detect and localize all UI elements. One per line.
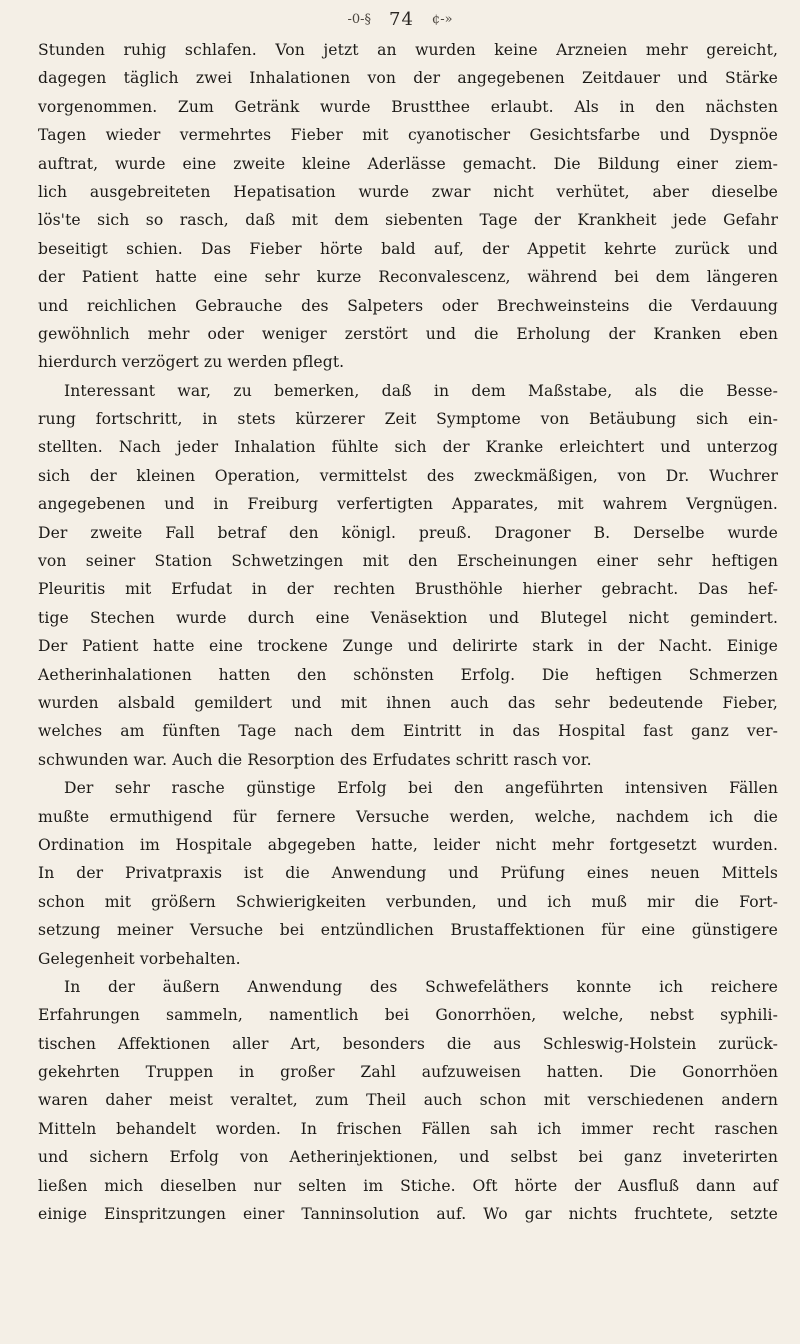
text-line: Pleuritis mit Erfudat in der rechten Brusthöhle hierher gebracht. Das hef-	[38, 580, 778, 599]
page-header	[0, 6, 800, 32]
text-line: lös'te sich so rasch, daß mit dem siebenten Tage der Krankheit jede Gefahr	[38, 211, 778, 230]
text-line: Der zweite Fall betraf den königl. preuß. Dragoner B. Derselbe wurde	[38, 523, 778, 542]
text-line: auftrat, wurde eine zweite kleine Aderlässe gemacht. Die Bildung einer ziem-	[38, 154, 778, 173]
text-line: tischen Affektionen aller Art, besonders die aus Schleswig-Holstein zurück-	[38, 1034, 778, 1053]
text-line: In der äußern Anwendung des Schwefeläthers konnte ich reichere	[64, 977, 778, 996]
text-line: wurden alsbald gemildert und mit ihnen auch das sehr bedeutende Fieber,	[38, 693, 778, 712]
text-line: lich ausgebreiteten Hepatisation wurde zwar nicht verhütet, aber dieselbe	[38, 182, 778, 201]
text-line: schwunden war. Auch die Resorption des Erfudates schritt rasch vor.	[38, 750, 592, 769]
text-line: mußte ermuthigend für fernere Versuche werden, welche, nachdem ich die	[38, 807, 778, 826]
text-line: der Patient hatte eine sehr kurze Reconvalescenz, während bei dem längeren	[38, 268, 778, 287]
body-text	[38, 36, 778, 1228]
text-line: Stunden ruhig schlafen. Von jetzt an wurden keine Arzneien mehr gereicht,	[38, 41, 778, 59]
text-line: waren daher meist veraltet, zum Theil auch schon mit verschiedenen andern	[38, 1091, 778, 1110]
text-line: schon mit größern Schwierigkeiten verbunden, und ich muß mir die Fort-	[38, 892, 778, 911]
text-line: dagegen täglich zwei Inhalationen von der angegebenen Zeitdauer und Stärke	[38, 69, 778, 88]
text-line: rung fortschritt, in stets kürzerer Zeit Symptome von Betäubung sich ein-	[38, 410, 778, 429]
text-line: Gelegenheit vorbehalten.	[38, 949, 241, 968]
header-ornament-right: ¢-»	[431, 11, 453, 27]
text-line: beseitigt schien. Das Fieber hörte bald auf, der Appetit kehrte zurück und	[38, 239, 778, 258]
text-line: Interessant war, zu bemerken, daß in dem Maßstabe, als die Besse-	[64, 381, 778, 400]
text-line: Mitteln behandelt worden. In frischen Fällen sah ich immer recht raschen	[38, 1119, 778, 1138]
text-line: Tagen wieder vermehrtes Fieber mit cyanotischer Gesichtsfarbe und Dyspnöe	[38, 126, 778, 145]
text-line: In der Privatpraxis ist die Anwendung und Prüfung eines neuen Mittels	[38, 864, 778, 883]
text-line: Erfahrungen sammeln, namentlich bei Gonorrhöen, welche, nebst syphili-	[38, 1006, 778, 1025]
text-line: und reichlichen Gebrauche des Salpeters oder Brechweinsteins die Verdauung	[38, 296, 778, 315]
page-number: 74	[389, 8, 414, 30]
text-line: hierdurch verzögert zu werden pflegt.	[38, 353, 345, 372]
text-line: welches am fünften Tage nach dem Eintritt in das Hospital fast ganz ver-	[38, 722, 778, 741]
text-line: stellten. Nach jeder Inhalation fühlte sich der Kranke erleichtert und unterzog	[38, 438, 778, 457]
text-line: Der sehr rasche günstige Erfolg bei den angeführten intensiven Fällen	[64, 779, 778, 798]
text-line: sich der kleinen Operation, vermittelst des zweckmäßigen, von Dr. Wuchrer	[38, 466, 778, 485]
text-line: tige Stechen wurde durch eine Venäsektion und Blutegel nicht gemindert.	[38, 608, 778, 627]
text-line: einige Einspritzungen einer Tanninsolution auf. Wo gar nichts fruchtete, setzte	[38, 1205, 778, 1224]
text-line: Aetherinhalationen hatten den schönsten Erfolg. Die heftigen Schmerzen	[38, 665, 778, 684]
text-line: Ordination im Hospitale abgegeben hatte, leider nicht mehr fortgesetzt wurden.	[38, 835, 778, 854]
text-line: vorgenommen. Zum Getränk wurde Brustthee erlaubt. Als in den nächsten	[38, 97, 778, 116]
text-line: gewöhnlich mehr oder weniger zerstört und die Erholung der Kranken eben	[38, 324, 778, 343]
text-line: angegebenen und in Freiburg verfertigten Apparates, mit wahrem Vergnügen.	[38, 495, 778, 514]
text-line: setzung meiner Versuche bei entzündlichen Brustaffektionen für eine günstigere	[38, 921, 778, 940]
header-ornament-left: -0-§	[347, 11, 372, 27]
text-line: ließen mich dieselben nur selten im Stiche. Oft hörte der Ausfluß dann auf	[38, 1176, 778, 1195]
text-line: gekehrten Truppen in großer Zahl aufzuweisen hatten. Die Gonorrhöen	[38, 1063, 778, 1082]
text-line: Der Patient hatte eine trockene Zunge und delirirte stark in der Nacht. Einige	[38, 637, 778, 656]
text-line: von seiner Station Schwetzingen mit den Erscheinungen einer sehr heftigen	[38, 552, 778, 571]
text-line: und sichern Erfolg von Aetherinjektionen, und selbst bei ganz inveterirten	[38, 1148, 778, 1167]
